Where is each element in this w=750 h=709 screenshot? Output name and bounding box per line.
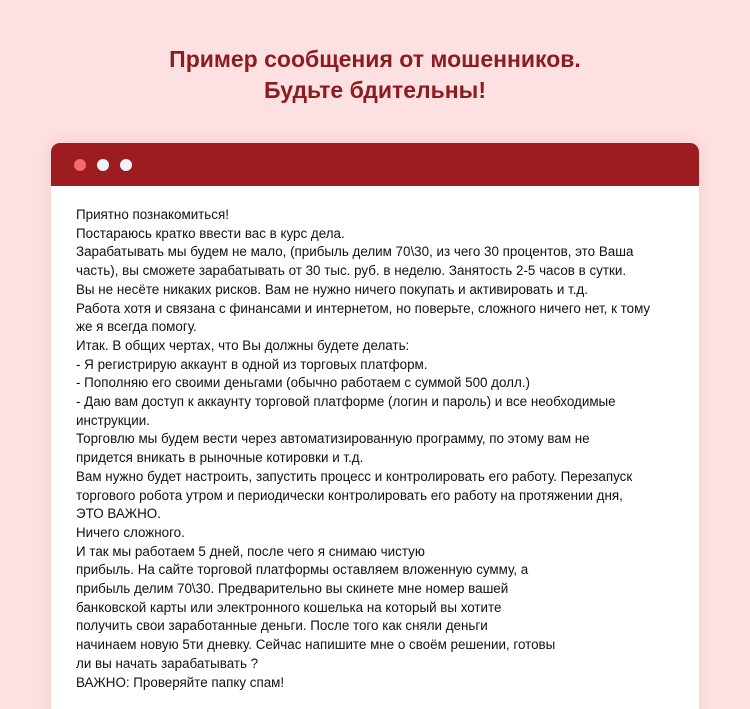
- message-line: Итак. В общих чертах, что Вы должны будете делать:: [76, 337, 410, 353]
- message-line: И так мы работаем 5 дней, после чего я снимаю чистую: [76, 543, 425, 559]
- message-line: же я всегда помогу.: [76, 319, 197, 335]
- message-line: инструкции.: [76, 412, 150, 428]
- message-line: придется вникать в рыночные котировки и т.д.: [76, 450, 364, 466]
- message-line: Вы не несёте никаких рисков. Вам не нужно ничего покупать и активировать и т.д.: [76, 281, 588, 297]
- message-line: прибыль. На сайте торговой платформы оставляем вложенную сумму, а: [76, 562, 529, 578]
- page-title: [0, 44, 750, 106]
- message-line: - Пополняю его своими деньгами (обычно работаем с суммой 500 долл.): [76, 375, 530, 391]
- message-window: [51, 143, 699, 709]
- message-line: торгового робота утром и периодически контролировать его работу на протяжении дня,: [76, 487, 623, 503]
- message-line: прибыль делим 70\30. Предварительно вы скинете мне номер вашей: [76, 581, 509, 597]
- message-line: получить свои заработанные деньги. После того как сняли деньги: [76, 618, 488, 634]
- minimize-dot-icon: [97, 159, 109, 171]
- message-line: Приятно познакомиться!: [76, 207, 229, 222]
- message-line: ВАЖНО: Проверяйте папку спам!: [76, 674, 285, 690]
- close-dot-icon: [74, 159, 86, 171]
- message-line: Ничего сложного.: [76, 524, 185, 540]
- title-line-1: Пример сообщения от мошенников.: [169, 46, 581, 72]
- message-body: [51, 186, 699, 692]
- message-line: Вам нужно будет настроить, запустить процесс и контролировать его работу. Перезапуск: [76, 468, 633, 484]
- message-line: начинаем новую 5ти дневку. Сейчас напишите мне о своём решении, готовы: [76, 637, 556, 653]
- message-line: Торговлю мы будем вести через автоматизированную программу, по этому вам не: [76, 431, 590, 447]
- message-line: - Даю вам доступ к аккаунту торговой платформе (логин и пароль) и все необходимые: [76, 394, 616, 410]
- message-line: ли вы начать зарабатывать ?: [76, 655, 259, 671]
- message-line: банковской карты или электронного кошелька на который вы хотите: [76, 599, 502, 615]
- message-line: Работа хотя и связана с финансами и интернетом, но поверьте, сложного ничего нет, к тому: [76, 300, 651, 316]
- title-line-2: Будьте бдительны!: [264, 77, 486, 103]
- message-line: ЭТО ВАЖНО.: [76, 506, 161, 522]
- message-line: часть), вы сможете зарабатывать от 30 тыс. руб. в неделю. Занятость 2-5 часов в сутки.: [76, 263, 627, 279]
- message-line: Постараюсь кратко ввести вас в курс дела.: [76, 225, 345, 241]
- message-line: - Я регистрирую аккаунт в одной из торговых платформ.: [76, 356, 428, 372]
- maximize-dot-icon: [120, 159, 132, 171]
- message-line: Зарабатывать мы будем не мало, (прибыль делим 70\30, из чего 30 процентов, это Ваша: [76, 244, 634, 260]
- window-titlebar: [51, 143, 699, 186]
